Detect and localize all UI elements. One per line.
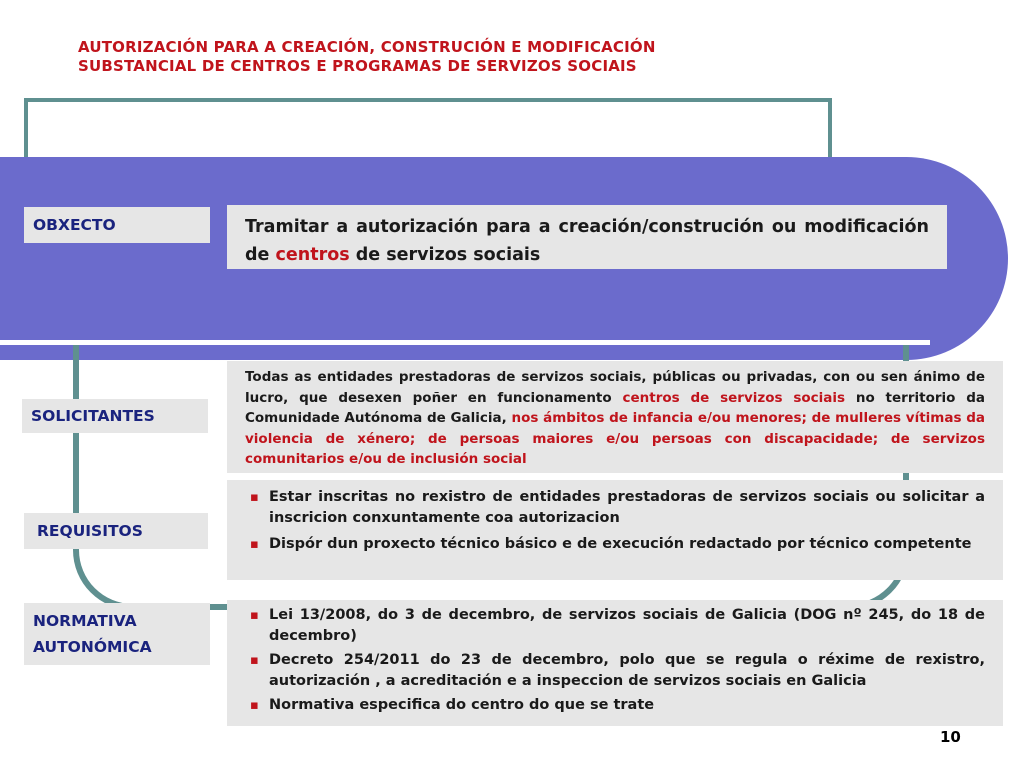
normativa-list <box>245 605 985 716</box>
normativa-box <box>227 600 1003 726</box>
normativa-text: Decreto 254/2011 do 23 de decembro, polo que se regula o réxime de rexistro, autorización , a acreditación e a inspeccion de servizos sociais en Galicia <box>269 652 985 689</box>
page-title: AUTORIZACIÓN PARA A CREACIÓN, CONSTRUCIÓN E MODIFICACIÓN SUBSTANCIAL DE CENTROS E PROGRAMAS DE SERVIZOS SOCIAIS <box>78 38 656 75</box>
list-item <box>245 487 985 528</box>
frame-top-outline <box>24 98 832 160</box>
obxecto-text-part2: de servizos sociais <box>349 245 541 265</box>
bullet-icon: ▪ <box>250 608 259 623</box>
requisito-text: Dispór dun proxecto técnico básico e de execución redactado por técnico competente <box>269 536 972 552</box>
requisito-text: Estar inscritas no rexistro de entidades prestadoras de servizos sociais ou solicitar a inscricion conxuntamente coa autorizacion <box>269 489 985 526</box>
normativa-label-line2: AUTONÓMICA <box>33 638 152 656</box>
obxecto-text-highlight: centros <box>275 245 350 265</box>
list-item <box>245 534 985 555</box>
requisitos-list <box>245 487 985 555</box>
list-item <box>245 605 985 646</box>
bullet-icon: ▪ <box>250 698 259 713</box>
requisitos-label: REQUISITOS <box>24 513 208 549</box>
solicitantes-description <box>227 361 1003 473</box>
bullet-icon: ▪ <box>250 537 259 552</box>
band-divider-line <box>0 340 930 345</box>
list-item <box>245 695 985 716</box>
solicitantes-text-highlight1: centros de servizos sociais <box>622 389 846 406</box>
bullet-icon: ▪ <box>250 490 259 505</box>
page-number: 10 <box>940 728 961 746</box>
normativa-text: Normativa especifica do centro do que se trate <box>269 697 655 713</box>
obxecto-description <box>227 205 947 269</box>
solicitantes-label: SOLICITANTES <box>22 399 208 433</box>
list-item <box>245 650 985 691</box>
solicitantes-text-highlight2: nos ámbitos de infancia e/ou menores; de mulleres vítimas da violencia de xénero; de persoas maiores e/ou persoas con discapacidade; de servizos comunitarios e/ou de inclusión social <box>245 410 985 467</box>
normativa-text: Lei 13/2008, do 3 de decembro, de servizos sociais de Galicia (DOG nº 245, do 18 de decembro) <box>269 607 985 644</box>
normativa-label-line1: NORMATIVA <box>33 612 137 630</box>
solicitantes-text-part2: no territorio da Comunidade Autónoma de Galicia, <box>245 389 985 426</box>
requisitos-box <box>227 480 1003 580</box>
obxecto-text-part1: Tramitar a autorización para a creación/construción ou modificación de <box>245 217 929 265</box>
obxecto-label: OBXECTO <box>24 207 210 243</box>
normativa-label <box>24 603 210 665</box>
bullet-icon: ▪ <box>250 653 259 668</box>
solicitantes-text-part1: Todas as entidades prestadoras de servizos sociais, públicas ou privadas, con ou sen ánimo de lucro, que desexen poñer en funcionamento <box>245 369 985 406</box>
